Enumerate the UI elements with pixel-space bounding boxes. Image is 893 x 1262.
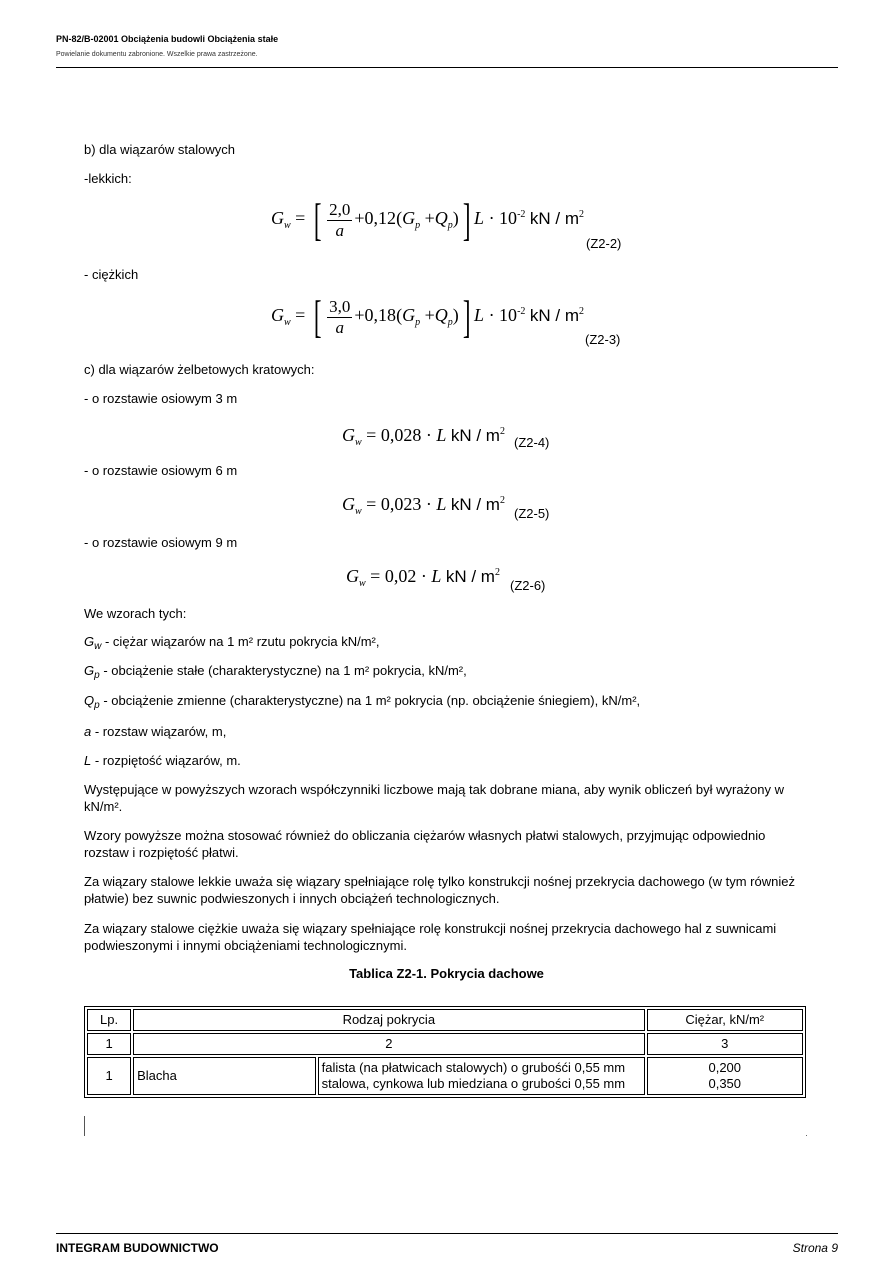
table-row [87, 1057, 803, 1095]
row-weight-2: 0,350 [708, 1076, 742, 1091]
numbering-col-3: 3 [647, 1033, 803, 1055]
table-numbering-row [87, 1033, 803, 1055]
row-type: Blacha [133, 1057, 316, 1095]
table-continuation-mark [806, 1135, 807, 1136]
table-caption: Tablica Z2-1. Pokrycia dachowe [349, 966, 544, 981]
header-notice: Powielanie dokumentu zabronione. Wszelkie prawa zastrzeżone. [56, 51, 258, 58]
formula-z2-5: $G_w = 0,023 \cdot L$ kN / $m^2$ [342, 494, 505, 517]
formula-z2-6: $G_w = 0,02 \cdot L$ kN / $m^2$ [346, 566, 500, 589]
row-lp: 1 [87, 1057, 131, 1095]
paragraph-units: Występujące w powyższych wzorach współczynniki liczbowe mają tak dobrane miana, aby wynik obliczeń był wyrażony w kN/m². [84, 782, 785, 814]
formula-z2-2: $G_w$ = [ $\frac{2,0}{a}$ $+0,12(G_p +Q_p)$] $L \cdot 10^{-2}$ kN / $m^2$ [271, 194, 585, 245]
footer-page-number: Strona 9 [792, 1241, 838, 1255]
spacing-6m-label: - o rozstawie osiowym 6 m [84, 463, 238, 478]
numbering-col-2: 2 [133, 1033, 644, 1055]
definition-gp: $G_p$ - obciążenie stałe (charakterystyczne) na 1 m² pokrycia, kN/m², [84, 663, 467, 681]
numbering-col-1: 1 [87, 1033, 131, 1055]
row-description-1: falista (na płatwicach stalowych) o grubośći 0,55 mm [321, 1060, 626, 1075]
formula-z2-3: $G_w$ = [ $\frac{3,0}{a}$ $+0,18(G_p +Q_p)$] $L \cdot 10^{-2}$ kN / $m^2$ [271, 291, 585, 342]
paragraph-heavy-definition: Za wiązary stalowe ciężkie uważa się wiązary spełniające rolę konstrukcji nośnej przekrycia dachowego hal z suwnicami podwieszonymi i innymi obciążeniami technologicznymi. [84, 921, 777, 953]
light-trusses-label: -lekkich: [84, 171, 132, 186]
section-c-heading: c) dla wiązarów żelbetowych kratowych: [84, 362, 315, 377]
header-title: PN-82/B-02001 Obciążenia budowli Obciążenia stałe [56, 34, 279, 44]
row-description-2: stalowa, cynkowa lub miedziana o grubości 0,55 mm [321, 1076, 626, 1091]
row-weights [647, 1057, 803, 1095]
footer-publisher: INTEGRAM BUDOWNICTWO [56, 1241, 219, 1255]
definition-l: L - rozpiętość wiązarów, m. [84, 753, 241, 768]
row-description [318, 1057, 645, 1095]
equation-label-z2-6: (Z2-6) [510, 578, 546, 593]
equation-label-z2-4: (Z2-4) [514, 435, 550, 450]
table-continuation-edge [84, 1116, 85, 1136]
spacing-3m-label: - o rozstawie osiowym 3 m [84, 391, 238, 406]
equation-label-z2-5: (Z2-5) [514, 506, 550, 521]
header-divider [56, 67, 838, 68]
section-b-heading: b) dla wiązarów stalowych [84, 142, 236, 157]
in-formulas-label: We wzorach tych: [84, 606, 187, 621]
definition-a: a - rozstaw wiązarów, m, [84, 724, 227, 739]
equation-label-z2-3: (Z2-3) [585, 332, 621, 347]
definition-qp: $Q_p$ - obciążenie zmienne (charakterystyczne) na 1 m² pokrycia (np. obciążenie śniegiem), kN/m², [84, 693, 641, 711]
header-type: Rodzaj pokrycia [133, 1009, 644, 1031]
footer-divider [56, 1233, 838, 1234]
header-weight: Ciężar, kN/m² [647, 1009, 803, 1031]
heavy-trusses-label: - ciężkich [84, 267, 139, 282]
formula-z2-4: $G_w = 0,028 \cdot L$ kN / $m^2$ [342, 425, 505, 448]
row-weight-1: 0,200 [708, 1060, 742, 1075]
paragraph-light-definition: Za wiązary stalowe lekkie uważa się wiązary spełniające rolę tylko konstrukcji nośnej przekrycia dachowego (w tym również płatwie) bez suwnic podwieszonych i innych obciążeń technologicznych. [84, 874, 795, 906]
paragraph-purlins: Wzory powyższe można stosować również do obliczania ciężarów własnych płatwi stalowych, przyjmując odpowiednio rozstaw i rozpiętość płatwi. [84, 828, 766, 860]
spacing-9m-label: - o rozstawie osiowym 9 m [84, 535, 238, 550]
definition-gw: $G_w$ - ciężar wiązarów na 1 m² rzutu pokrycia kN/m², [84, 634, 380, 652]
table-header-row [87, 1009, 803, 1031]
roofing-table [84, 1006, 806, 1098]
header-lp: Lp. [87, 1009, 131, 1031]
equation-label-z2-2: (Z2-2) [586, 236, 622, 251]
